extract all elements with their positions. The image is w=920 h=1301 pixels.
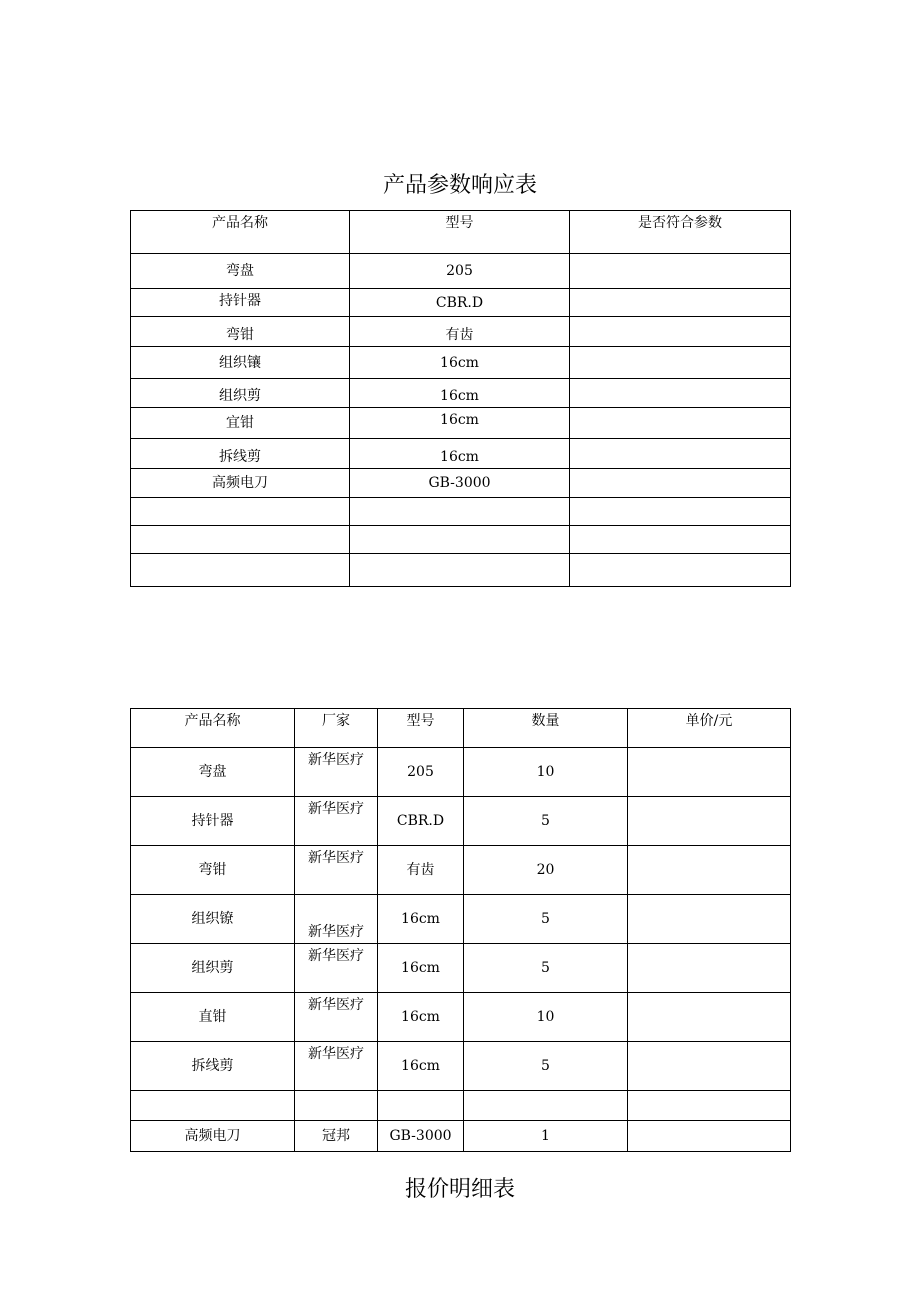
table-row xyxy=(131,1042,791,1091)
product-name-cell xyxy=(131,554,350,587)
table-header-row xyxy=(131,709,791,748)
manufacturer-cell: 新华医疗 xyxy=(295,797,378,846)
quantity-cell: 5 xyxy=(464,1042,628,1091)
model-cell: GB-3000 xyxy=(378,1121,464,1152)
compliance-cell xyxy=(570,554,791,587)
model-cell: 16cm xyxy=(378,944,464,993)
quantity-cell: 10 xyxy=(464,748,628,797)
compliance-cell xyxy=(570,254,791,289)
product-name-cell: 直钳 xyxy=(131,993,295,1042)
product-name-cell: 组织剪 xyxy=(131,379,350,408)
table-row xyxy=(131,469,791,498)
table-row xyxy=(131,554,791,587)
header-unit-price: 单价/元 xyxy=(628,709,791,748)
unit-price-cell xyxy=(628,895,791,944)
product-name-cell: 弯盘 xyxy=(131,254,350,289)
compliance-cell xyxy=(570,379,791,408)
model-cell xyxy=(350,554,570,587)
unit-price-cell xyxy=(628,1121,791,1152)
manufacturer-cell xyxy=(295,1091,378,1121)
compliance-cell xyxy=(570,469,791,498)
product-name-cell xyxy=(131,1091,295,1121)
product-name-cell: 宜钳 xyxy=(131,408,350,439)
quote-table-title: 报价明细表 xyxy=(404,1177,515,1202)
model-cell: 16cm xyxy=(378,993,464,1042)
unit-price-cell xyxy=(628,1091,791,1121)
compliance-cell xyxy=(570,347,791,379)
compliance-cell xyxy=(570,289,791,317)
model-cell: 16cm xyxy=(350,379,570,408)
table-row xyxy=(131,289,791,317)
product-name-cell: 组织镣 xyxy=(131,895,295,944)
table-row xyxy=(131,379,791,408)
header-model: 型号 xyxy=(378,709,464,748)
manufacturer-cell: 新华医疗 xyxy=(295,993,378,1042)
model-cell: 16cm xyxy=(350,439,570,469)
model-cell xyxy=(350,526,570,554)
table-row xyxy=(131,526,791,554)
table-row xyxy=(131,347,791,379)
header-product-name: 产品名称 xyxy=(131,709,295,748)
model-cell: GB-3000 xyxy=(350,469,570,498)
product-name-cell: 拆线剪 xyxy=(131,439,350,469)
table-row xyxy=(131,846,791,895)
model-cell: 有齿 xyxy=(378,846,464,895)
unit-price-cell xyxy=(628,1042,791,1091)
header-model: 型号 xyxy=(350,211,570,254)
manufacturer-cell: 冠邦 xyxy=(295,1121,378,1152)
product-name-cell: 持针器 xyxy=(131,289,350,317)
model-cell: CBR.D xyxy=(350,289,570,317)
model-cell: 16cm xyxy=(378,1042,464,1091)
product-name-cell xyxy=(131,526,350,554)
table-row xyxy=(131,254,791,289)
product-name-cell: 高频电刀 xyxy=(131,1121,295,1152)
unit-price-cell xyxy=(628,944,791,993)
quantity-cell: 5 xyxy=(464,944,628,993)
quantity-cell xyxy=(464,1091,628,1121)
quantity-cell: 20 xyxy=(464,846,628,895)
compliance-cell xyxy=(570,408,791,439)
table-row xyxy=(131,1121,791,1152)
quantity-cell: 1 xyxy=(464,1121,628,1152)
table-row xyxy=(131,895,791,944)
table-row xyxy=(131,1091,791,1121)
header-product-name: 产品名称 xyxy=(131,211,350,254)
model-cell: 16cm xyxy=(350,347,570,379)
quote-detail-table xyxy=(130,708,791,1152)
model-cell xyxy=(378,1091,464,1121)
product-name-cell: 弯盘 xyxy=(131,748,295,797)
quantity-cell: 10 xyxy=(464,993,628,1042)
manufacturer-cell: 新华医疗 xyxy=(295,944,378,993)
header-quantity: 数量 xyxy=(464,709,628,748)
table-row xyxy=(131,944,791,993)
unit-price-cell xyxy=(628,993,791,1042)
compliance-cell xyxy=(570,526,791,554)
model-cell: 205 xyxy=(350,254,570,289)
product-name-cell: 弯钳 xyxy=(131,846,295,895)
model-cell: 16cm xyxy=(350,408,570,439)
compliance-cell xyxy=(570,317,791,347)
table-row xyxy=(131,498,791,526)
model-cell xyxy=(350,498,570,526)
product-name-cell: 高频电刀 xyxy=(131,469,350,498)
product-name-cell: 拆线剪 xyxy=(131,1042,295,1091)
product-name-cell: 持针器 xyxy=(131,797,295,846)
unit-price-cell xyxy=(628,748,791,797)
table-row xyxy=(131,797,791,846)
manufacturer-cell: 新华医疗 xyxy=(295,748,378,797)
product-parameter-response-table xyxy=(130,210,791,587)
model-cell: 有齿 xyxy=(350,317,570,347)
table-row xyxy=(131,993,791,1042)
table-row xyxy=(131,748,791,797)
compliance-cell xyxy=(570,439,791,469)
compliance-cell xyxy=(570,498,791,526)
quantity-cell: 5 xyxy=(464,797,628,846)
manufacturer-cell: 新华医疗 xyxy=(295,895,378,944)
model-cell: 16cm xyxy=(378,895,464,944)
product-name-cell: 组织剪 xyxy=(131,944,295,993)
model-cell: 205 xyxy=(378,748,464,797)
header-parameter-compliance: 是否符合参数 xyxy=(570,211,791,254)
product-name-cell xyxy=(131,498,350,526)
table-row xyxy=(131,317,791,347)
quantity-cell: 5 xyxy=(464,895,628,944)
response-table-title: 产品参数响应表 xyxy=(382,173,537,198)
manufacturer-cell: 新华医疗 xyxy=(295,846,378,895)
product-name-cell: 弯钳 xyxy=(131,317,350,347)
unit-price-cell xyxy=(628,846,791,895)
table-header-row xyxy=(131,211,791,254)
header-manufacturer: 厂家 xyxy=(295,709,378,748)
product-name-cell: 组织镶 xyxy=(131,347,350,379)
unit-price-cell xyxy=(628,797,791,846)
table-row xyxy=(131,439,791,469)
model-cell: CBR.D xyxy=(378,797,464,846)
table-row xyxy=(131,408,791,439)
manufacturer-cell: 新华医疗 xyxy=(295,1042,378,1091)
